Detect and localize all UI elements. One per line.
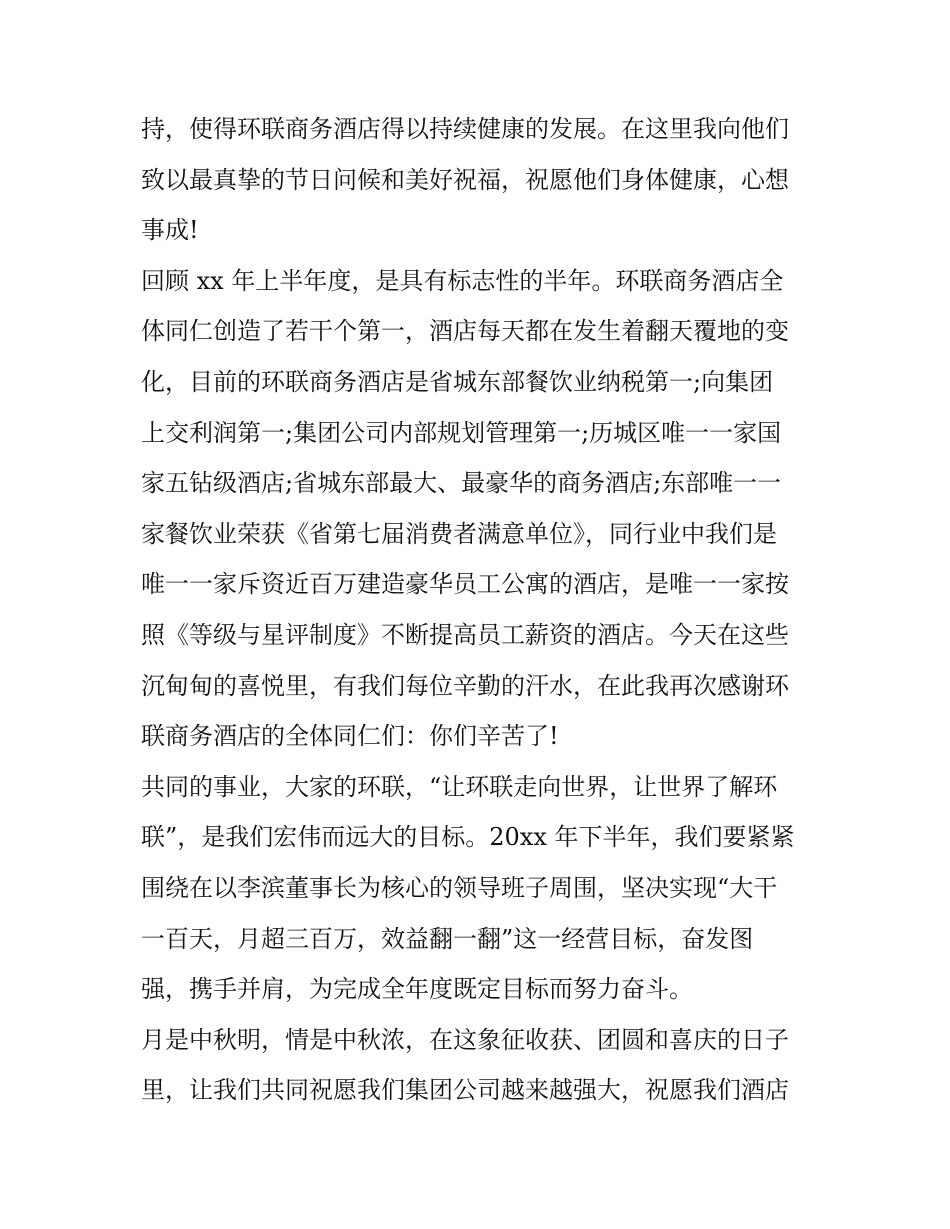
paragraph-2 — [141, 256, 813, 762]
text-line: 照《等级与星评制度》不断提高员工薪资的酒店。今天在这些 — [141, 620, 789, 649]
paragraph-3 — [141, 762, 813, 1015]
text-line: 家五钻级酒店;省城东部最大、最豪华的商务酒店;东部唯一一 — [141, 469, 782, 498]
text-line: 事成! — [141, 216, 199, 245]
text-line: 回顾 xx 年上半年度，是具有标志性的半年。环联商务酒店全 — [141, 266, 784, 295]
document-body — [141, 104, 813, 1116]
text-line: 沉甸甸的喜悦里，有我们每位辛勤的汗水，在此我再次感谢环 — [141, 671, 789, 700]
text-line: 唯一一家斥资近百万建造豪华员工公寓的酒店，是唯一一家按 — [141, 570, 789, 599]
text-line: 上交利润第一;集团公司内部规划管理第一;历城区唯一一家国 — [141, 418, 782, 447]
text-line: 联商务酒店的全体同仁们：你们辛苦了! — [141, 722, 559, 751]
text-line: 家餐饮业荣获《省第七届消费者满意单位》，同行业中我们是 — [141, 519, 777, 548]
text-line: 联”，是我们宏伟而远大的目标。20xx 年下半年，我们要紧紧 — [141, 823, 795, 852]
text-line: 持，使得环联商务酒店得以持续健康的发展。在这里我向他们 — [141, 115, 789, 143]
text-line: 化，目前的环联商务酒店是省城东部餐饮业纳税第一;向集团 — [141, 367, 774, 396]
text-line: 强，携手并肩，为完成全年度既定目标而努力奋斗。 — [141, 975, 693, 1004]
text-line: 体同仁创造了若干个第一，酒店每天都在发生着翻天覆地的变 — [141, 317, 789, 346]
paragraph-4 — [141, 1015, 813, 1116]
text-line: 致以最真挚的节日问候和美好祝福，祝愿他们身体健康，心想 — [141, 165, 789, 194]
text-line: 共同的事业，大家的环联，“让环联走向世界，让世界了解环 — [141, 772, 778, 801]
text-line: 月是中秋明，情是中秋浓，在这象征收获、团圆和喜庆的日子 — [141, 1025, 789, 1054]
text-line: 一百天，月超三百万，效益翻一翻”这一经营目标，奋发图 — [141, 924, 754, 953]
paragraph-1 — [141, 104, 813, 256]
text-line: 里，让我们共同祝愿我们集团公司越来越强大，祝愿我们酒店 — [141, 1076, 789, 1105]
text-line: 围绕在以李滨董事长为核心的领导班子周围，坚决实现“大干 — [141, 873, 778, 902]
